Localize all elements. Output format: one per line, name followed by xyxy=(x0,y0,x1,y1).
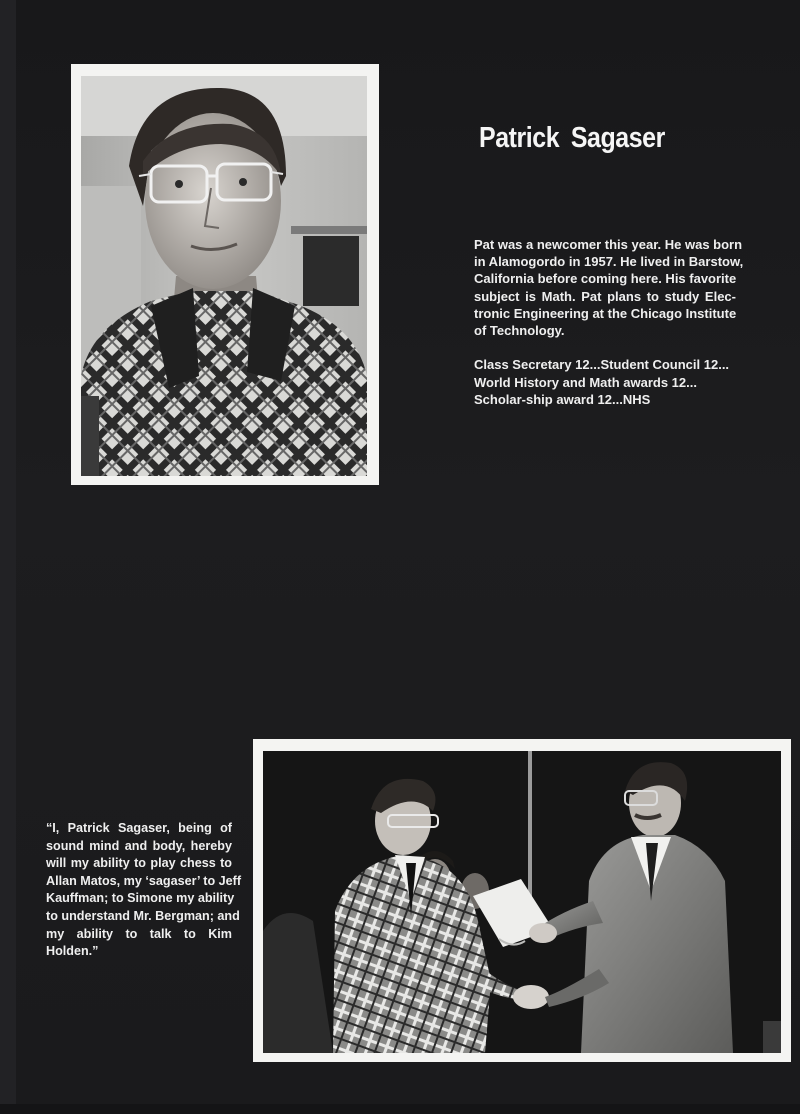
quote-line: Holden.” xyxy=(46,944,99,959)
bio-line: tronic Engineering at the Chicago Institute xyxy=(474,305,737,321)
page-edge xyxy=(0,0,16,1114)
award-ceremony-photo-frame xyxy=(253,739,791,1062)
quote-line: my ability to talk to Kim xyxy=(46,926,232,941)
bio-line: California before coming here. His favorite xyxy=(474,271,737,287)
quote-line: will my ability to play chess to xyxy=(46,856,232,871)
activities-list xyxy=(474,356,744,409)
portrait-photo xyxy=(81,76,367,476)
quote-line: Allan Matos, my ‘sagaser’ to Jeff xyxy=(46,873,242,888)
award-ceremony-photo xyxy=(263,751,781,1053)
page-bottom-edge xyxy=(0,1104,800,1114)
senior-will-quote xyxy=(46,820,242,961)
quote-line: sound mind and body, hereby xyxy=(46,838,232,853)
bio-line: subject is Math. Pat plans to study Elec- xyxy=(474,288,736,304)
activities-line: World History and Math awards 12... xyxy=(474,374,697,390)
activities-line: Scholar-ship award 12...NHS xyxy=(474,392,651,407)
portrait-illustration xyxy=(81,76,367,476)
quote-line: to understand Mr. Bergman; and xyxy=(46,908,240,923)
quote-line: “I, Patrick Sagaser, being of xyxy=(46,821,232,835)
activities-line: Class Secretary 12...Student Council 12... xyxy=(474,357,730,372)
bio-line: in Alamogordo in 1957. He lived in Barstow, xyxy=(474,254,744,270)
portrait-photo-frame xyxy=(71,64,379,485)
ceremony-illustration xyxy=(263,751,781,1053)
bio-line: of Technology. xyxy=(474,323,565,339)
student-name: Patrick Sagaser xyxy=(479,122,665,154)
quote-line: Kauffman; to Simone my ability xyxy=(46,891,235,906)
biography-paragraph xyxy=(474,236,744,339)
bio-line: Pat was a newcomer this year. He was born xyxy=(474,237,743,252)
